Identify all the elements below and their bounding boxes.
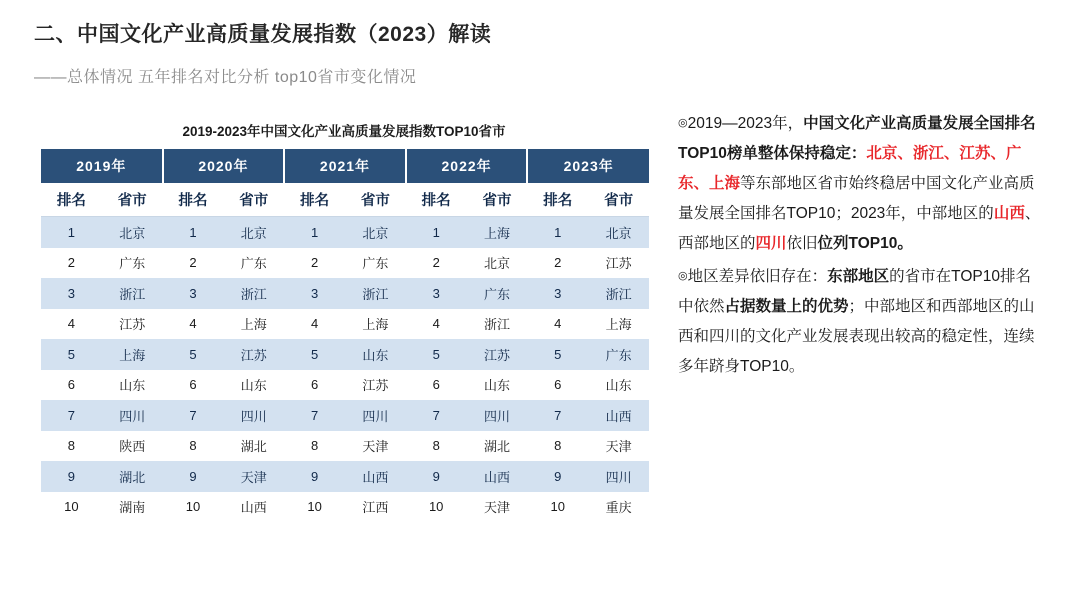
cell-rank: 4	[284, 309, 345, 340]
cell-rank: 6	[284, 370, 345, 401]
cell-province: 四川	[345, 400, 406, 431]
cell-province: 上海	[588, 309, 649, 340]
p2-seg-4: 占据数量上的优势	[724, 298, 849, 315]
cell-province: 山西	[223, 492, 284, 523]
cell-rank: 1	[284, 217, 345, 248]
cell-rank: 7	[527, 400, 588, 431]
cell-province: 山西	[588, 400, 649, 431]
cell-rank: 2	[284, 248, 345, 279]
cell-rank: 1	[41, 217, 102, 248]
cell-province: 山东	[102, 370, 163, 401]
cell-rank: 6	[163, 370, 224, 401]
commentary-paragraph-2	[678, 261, 1046, 382]
cell-province: 广东	[345, 248, 406, 279]
cell-rank: 4	[406, 309, 467, 340]
p1-seg-5: 等东部地区省市始终稳居中国文化产业高质量发展全国排名TOP10；2023年，中部地区的	[678, 175, 1035, 222]
cell-province: 江苏	[588, 248, 649, 279]
table-row	[41, 431, 649, 462]
col-header-rank-2021: 排名	[284, 183, 345, 217]
year-header-2022: 2022年	[406, 149, 528, 183]
commentary-panel	[678, 108, 1046, 384]
cell-rank: 6	[41, 370, 102, 401]
cell-province: 天津	[223, 461, 284, 492]
rank-table-container	[40, 120, 648, 523]
cell-rank: 5	[527, 339, 588, 370]
cell-rank: 7	[41, 400, 102, 431]
cell-rank: 1	[406, 217, 467, 248]
cell-province: 山西	[345, 461, 406, 492]
cell-province: 四川	[588, 461, 649, 492]
cell-province: 湖北	[467, 431, 528, 462]
cell-province: 上海	[467, 217, 528, 248]
table-column-header-row	[41, 183, 649, 217]
top10-rank-table	[41, 149, 649, 522]
cell-province: 山东	[345, 339, 406, 370]
col-header-province-2021: 省市	[345, 183, 406, 217]
p1-seg-4: 北京、浙江、江苏、广东、上海	[678, 145, 1022, 192]
bullet-icon: ◎	[678, 270, 688, 282]
cell-province: 四川	[223, 400, 284, 431]
table-row	[41, 309, 649, 340]
cell-province: 四川	[102, 400, 163, 431]
cell-rank: 10	[284, 492, 345, 523]
cell-province: 浙江	[345, 278, 406, 309]
col-header-province-2022: 省市	[467, 183, 528, 217]
p1-seg-8: 四川	[755, 235, 787, 252]
table-row	[41, 217, 649, 248]
cell-rank: 1	[163, 217, 224, 248]
year-header-2019: 2019年	[41, 149, 163, 183]
cell-rank: 3	[284, 278, 345, 309]
p1-seg-11: 。	[897, 235, 913, 252]
cell-rank: 5	[41, 339, 102, 370]
cell-province: 江苏	[467, 339, 528, 370]
cell-rank: 2	[41, 248, 102, 279]
cell-rank: 3	[163, 278, 224, 309]
cell-rank: 3	[406, 278, 467, 309]
cell-rank: 8	[163, 431, 224, 462]
p1-seg-3: ：	[850, 145, 867, 162]
cell-province: 山西	[467, 461, 528, 492]
p1-seg-6: 山西	[993, 205, 1025, 222]
p1-seg-9: 依旧	[786, 235, 818, 252]
cell-province: 江苏	[345, 370, 406, 401]
cell-rank: 4	[41, 309, 102, 340]
table-row	[41, 248, 649, 279]
table-row	[41, 492, 649, 523]
cell-province: 北京	[102, 217, 163, 248]
col-header-province-2020: 省市	[223, 183, 284, 217]
cell-rank: 8	[284, 431, 345, 462]
table-row	[41, 339, 649, 370]
cell-province: 浙江	[467, 309, 528, 340]
year-header-2020: 2020年	[163, 149, 285, 183]
cell-rank: 2	[163, 248, 224, 279]
p2-seg-1: 地区差异依旧存在：	[687, 268, 828, 285]
page-subtitle: ——总体情况 五年排名对比分析 top10省市变化情况	[34, 69, 417, 86]
table-row	[41, 461, 649, 492]
table-year-header-row	[41, 149, 649, 183]
col-header-province-2019: 省市	[102, 183, 163, 217]
cell-rank: 9	[41, 461, 102, 492]
cell-province: 广东	[467, 278, 528, 309]
cell-province: 山东	[588, 370, 649, 401]
cell-rank: 5	[406, 339, 467, 370]
cell-rank: 6	[527, 370, 588, 401]
cell-rank: 10	[41, 492, 102, 523]
cell-rank: 5	[284, 339, 345, 370]
table-row	[41, 278, 649, 309]
cell-rank: 4	[163, 309, 224, 340]
cell-province: 北京	[467, 248, 528, 279]
cell-province: 广东	[588, 339, 649, 370]
p1-seg-10: 位列TOP10	[817, 235, 898, 252]
p1-seg-2: 中国文化产业高质量发展全国排名TOP10榜单整体保持稳定	[678, 115, 1036, 162]
cell-rank: 10	[406, 492, 467, 523]
cell-province: 天津	[467, 492, 528, 523]
cell-rank: 7	[284, 400, 345, 431]
year-header-2023: 2023年	[527, 149, 649, 183]
cell-province: 上海	[345, 309, 406, 340]
cell-province: 陕西	[102, 431, 163, 462]
cell-rank: 4	[527, 309, 588, 340]
cell-rank: 10	[527, 492, 588, 523]
cell-rank: 8	[527, 431, 588, 462]
cell-rank: 1	[527, 217, 588, 248]
cell-province: 上海	[102, 339, 163, 370]
col-header-rank-2019: 排名	[41, 183, 102, 217]
cell-province: 江苏	[223, 339, 284, 370]
cell-province: 北京	[223, 217, 284, 248]
cell-rank: 7	[163, 400, 224, 431]
p1-seg-7: 、西部地区的	[678, 205, 1041, 252]
cell-province: 上海	[223, 309, 284, 340]
cell-province: 山东	[467, 370, 528, 401]
cell-rank: 9	[406, 461, 467, 492]
cell-rank: 2	[406, 248, 467, 279]
cell-rank: 2	[527, 248, 588, 279]
cell-province: 浙江	[588, 278, 649, 309]
cell-rank: 10	[163, 492, 224, 523]
table-row	[41, 370, 649, 401]
cell-rank: 5	[163, 339, 224, 370]
cell-province: 北京	[588, 217, 649, 248]
cell-rank: 8	[41, 431, 102, 462]
cell-rank: 9	[527, 461, 588, 492]
cell-province: 江苏	[102, 309, 163, 340]
p1-seg-1: 2019—2023年，	[687, 115, 804, 132]
p2-seg-3: 的省市在TOP10排名中依然	[678, 268, 1031, 315]
cell-province: 天津	[345, 431, 406, 462]
page-title: 二、中国文化产业高质量发展指数（2023）解读	[34, 23, 492, 46]
table-border	[40, 148, 648, 523]
table-row	[41, 400, 649, 431]
cell-province: 湖北	[223, 431, 284, 462]
cell-province: 广东	[102, 248, 163, 279]
col-header-rank-2023: 排名	[527, 183, 588, 217]
p2-seg-2: 东部地区	[827, 268, 890, 285]
cell-province: 浙江	[223, 278, 284, 309]
cell-rank: 3	[527, 278, 588, 309]
cell-rank: 9	[163, 461, 224, 492]
cell-province: 天津	[588, 431, 649, 462]
bullet-icon: ◎	[678, 117, 688, 129]
col-header-rank-2020: 排名	[163, 183, 224, 217]
commentary-paragraph-1	[678, 108, 1046, 259]
cell-province: 湖南	[102, 492, 163, 523]
cell-province: 广东	[223, 248, 284, 279]
col-header-province-2023: 省市	[588, 183, 649, 217]
cell-province: 山东	[223, 370, 284, 401]
cell-province: 重庆	[588, 492, 649, 523]
p2-seg-5: ；中部地区和西部地区的山西和四川的文化产业发展表现出较高的稳定性，连续多年跻身TOP10。	[678, 298, 1035, 375]
cell-province: 江西	[345, 492, 406, 523]
table-caption: 2019-2023年中国文化产业高质量发展指数TOP10省市	[182, 124, 506, 139]
col-header-rank-2022: 排名	[406, 183, 467, 217]
cell-province: 浙江	[102, 278, 163, 309]
cell-province: 湖北	[102, 461, 163, 492]
cell-rank: 7	[406, 400, 467, 431]
cell-province: 四川	[467, 400, 528, 431]
year-header-2021: 2021年	[284, 149, 406, 183]
cell-rank: 9	[284, 461, 345, 492]
cell-rank: 8	[406, 431, 467, 462]
cell-province: 北京	[345, 217, 406, 248]
cell-rank: 6	[406, 370, 467, 401]
cell-rank: 3	[41, 278, 102, 309]
